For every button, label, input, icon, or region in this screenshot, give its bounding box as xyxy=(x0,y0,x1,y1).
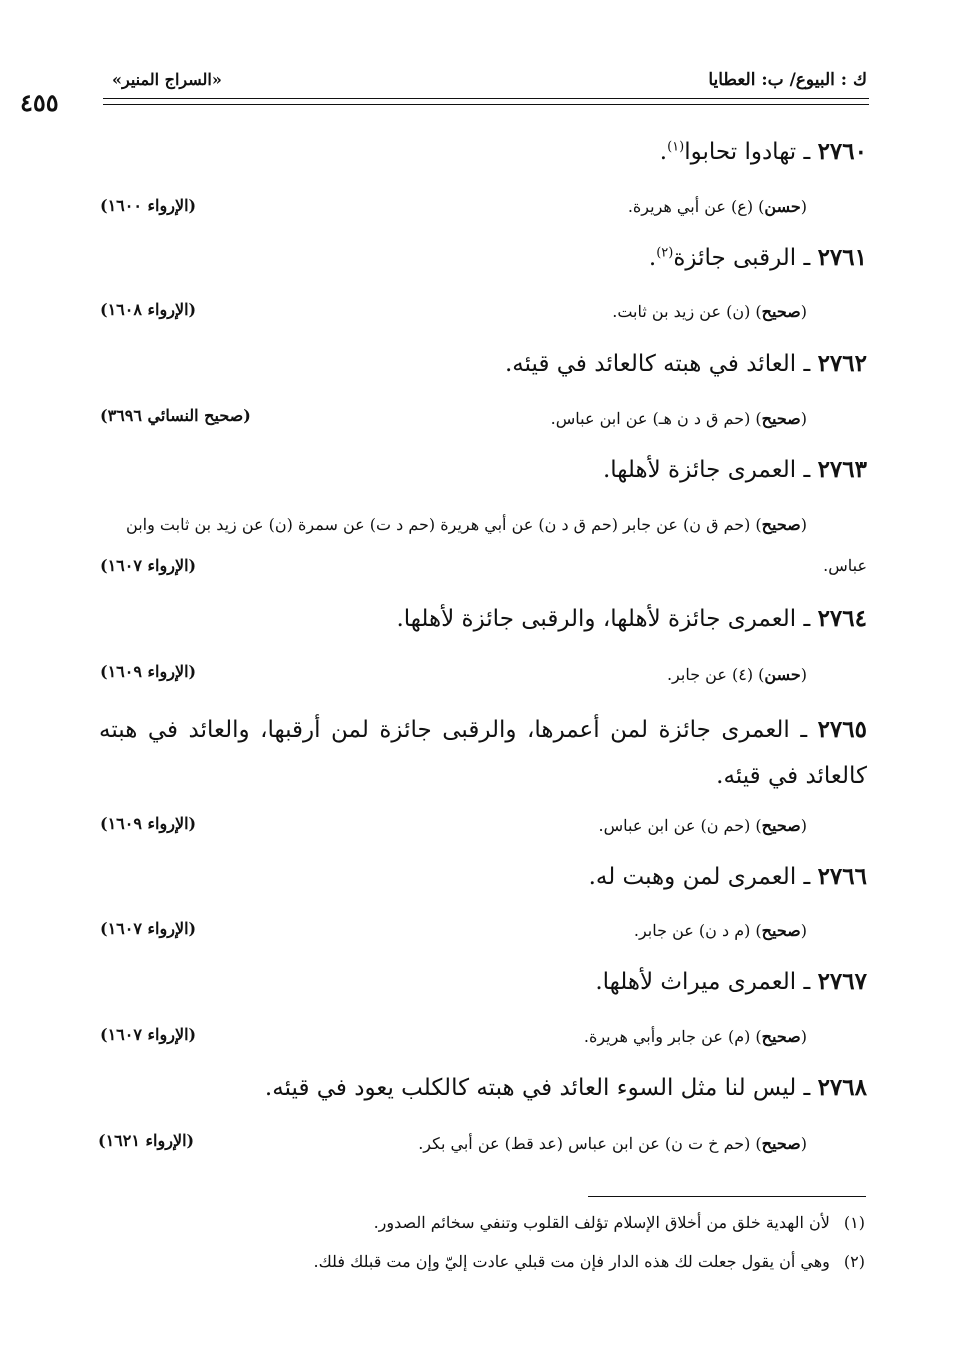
hadith-end: . xyxy=(648,245,657,271)
hadith-number: ٢٧٦٠ xyxy=(817,138,867,165)
hadith-text: العمرى جائزة لأهلها. xyxy=(602,457,797,483)
grading-reference: (الإرواء ١٦٠٧) xyxy=(100,556,197,575)
footnote-separator xyxy=(588,1196,866,1197)
hadith-entry xyxy=(595,970,867,994)
hadith-end: . xyxy=(659,139,668,165)
hadith-grading: (صحيح) (حم ق ن) عن جابر (حم ق د ن) عن أبي هريرة (حم د ت) عن سمرة (ن) عن زيد بن ثابت وابن عباس. xyxy=(126,515,867,575)
hadith-grading: (صحيح) (م د ن) عن جابر. xyxy=(633,921,807,940)
grade-sources: (حم ق د ن هـ) عن ابن عباس. xyxy=(550,409,751,428)
hadith-entry xyxy=(265,1076,867,1100)
grade-sources: (ن) عن زيد بن ثابت. xyxy=(612,302,751,321)
hadith-grading: (صحيح) (حم ق د ن هـ) عن ابن عباس. xyxy=(550,409,807,428)
hadith-dash: ـ xyxy=(803,606,811,632)
grade-label: حسن xyxy=(764,197,801,216)
hadith-dash: ـ xyxy=(803,351,811,377)
grading-reference: (الإرواء ١٦٠٧) xyxy=(100,1025,197,1044)
running-header-book-title: «السراج المنير» xyxy=(112,70,222,89)
footnote xyxy=(313,1252,865,1271)
grading-reference: (الإرواء ١٦٠٠) xyxy=(100,196,197,215)
grade-sources: (ع) عن أبي هريرة. xyxy=(627,197,754,216)
footnote-number: (٢) xyxy=(843,1252,865,1271)
hadith-number: ٢٧٦٣ xyxy=(817,456,867,483)
hadith-grading: (صحيح) (ن) عن زيد بن ثابت. xyxy=(612,302,807,321)
grade-label: صحيح xyxy=(761,302,801,321)
grading-reference: (الإرواء ١٦٠٩) xyxy=(100,814,197,833)
footnote-number: (١) xyxy=(843,1213,865,1232)
hadith-grading: (حسن) (٤) عن جابر. xyxy=(666,665,807,684)
hadith-number: ٢٧٦٢ xyxy=(817,350,867,377)
hadith-dash: ـ xyxy=(803,1075,811,1101)
hadith-dash: ـ xyxy=(803,245,811,271)
grade-label: صحيح xyxy=(761,816,801,835)
hadith-entry xyxy=(603,458,867,482)
hadith-text: العمرى جائزة لأهلها، والرقبى جائزة لأهلها. xyxy=(396,606,797,632)
hadith-dash: ـ xyxy=(803,139,811,165)
grade-label: صحيح xyxy=(761,1027,801,1046)
grade-label: صحيح xyxy=(761,515,801,534)
hadith-number: ٢٧٦١ xyxy=(817,244,867,271)
footnote-marker: (١) xyxy=(667,139,685,155)
grade-sources: (حم ق ن) عن جابر (حم ق د ن) عن أبي هريرة (حم د ت) عن سمرة (ن) عن زيد بن ثابت وابن عباس. xyxy=(126,515,867,575)
hadith-entry xyxy=(505,352,867,376)
footnote-text: وهي أن يقول جعلت لك هذه الدار فإن مت قبلي عادت إليّ وإن مت قبلك فلك. xyxy=(313,1252,830,1271)
hadith-dash: ـ xyxy=(803,969,811,995)
grade-sources: (حم خ ت ن) عن ابن عباس (عد قط) عن أبي بكر. xyxy=(418,1134,751,1153)
hadith-dash: ـ xyxy=(803,457,811,483)
grade-label: صحيح xyxy=(761,1134,801,1153)
grade-label: حسن xyxy=(764,665,801,684)
grade-sources: (م د ن) عن جابر. xyxy=(633,921,751,940)
hadith-number: ٢٧٦٤ xyxy=(817,605,867,632)
hadith-text: العائد في هبته كالعائد في قيئه. xyxy=(504,351,797,377)
grading-reference: (الإرواء ١٦٢١) xyxy=(98,1131,195,1150)
grading-reference: (الإرواء ١٦٠٩) xyxy=(100,662,197,681)
grade-label: صحيح xyxy=(761,921,801,940)
grading-reference: (الإرواء ١٦٠٧) xyxy=(100,919,197,938)
footnote-text: لأن الهدية خلق من أخلاق الإسلام تؤلف القلوب وتنفي سخائم الصدور. xyxy=(373,1213,830,1232)
hadith-text: العمرى لمن وهبت له. xyxy=(588,864,797,890)
page-number: ٤٥٥ xyxy=(20,88,59,117)
grading-reference: (الإرواء ١٦٠٨) xyxy=(100,300,197,319)
footnote xyxy=(374,1213,865,1232)
grade-sources: (٤) عن جابر. xyxy=(666,665,754,684)
hadith-text: الرقبى جائزة xyxy=(673,245,797,271)
hadith-dash: ـ xyxy=(803,864,811,890)
grade-label: صحيح xyxy=(761,409,801,428)
running-header-section: ك : البيوع/ ب: العطايا xyxy=(708,70,867,90)
hadith-grading: (صحيح) (م) عن جابر وأبي هريرة. xyxy=(583,1027,807,1046)
hadith-grading: (صحيح) (حم ن) عن ابن عباس. xyxy=(598,816,807,835)
hadith-entry xyxy=(396,607,867,631)
hadith-number: ٢٧٦٥ xyxy=(817,716,867,743)
grade-sources: (م) عن جابر وأبي هريرة. xyxy=(583,1027,751,1046)
hadith-text: العمرى ميراث لأهلها. xyxy=(595,969,797,995)
hadith-entry xyxy=(99,707,867,799)
hadith-text: تهادوا تحابوا xyxy=(684,139,797,165)
hadith-entry xyxy=(649,246,867,270)
hadith-entry xyxy=(589,865,867,889)
hadith-number: ٢٧٦٨ xyxy=(817,1074,867,1101)
hadith-number: ٢٧٦٦ xyxy=(817,863,867,890)
footnote-marker: (٢) xyxy=(656,245,674,261)
grading-reference: (صحيح النسائي ٣٦٩٦) xyxy=(100,406,251,425)
hadith-text: ليس لنا مثل السوء العائد في هبته كالكلب يعود في قيئه. xyxy=(264,1075,797,1101)
hadith-number: ٢٧٦٧ xyxy=(817,968,867,995)
header-rule-secondary xyxy=(103,104,869,105)
hadith-dash: ـ xyxy=(800,717,808,743)
hadith-grading: (صحيح) (حم خ ت ن) عن ابن عباس (عد قط) عن أبي بكر. xyxy=(418,1134,807,1153)
grade-sources: (حم ن) عن ابن عباس. xyxy=(598,816,751,835)
hadith-entry xyxy=(660,140,867,164)
hadith-text: العمرى جائزة لمن أعمرها، والرقبى جائزة لمن أرقبها، والعائد في هبته كالعائد في قيئه. xyxy=(99,717,867,789)
hadith-grading: (حسن) (ع) عن أبي هريرة. xyxy=(627,197,807,216)
header-rule xyxy=(103,98,869,99)
